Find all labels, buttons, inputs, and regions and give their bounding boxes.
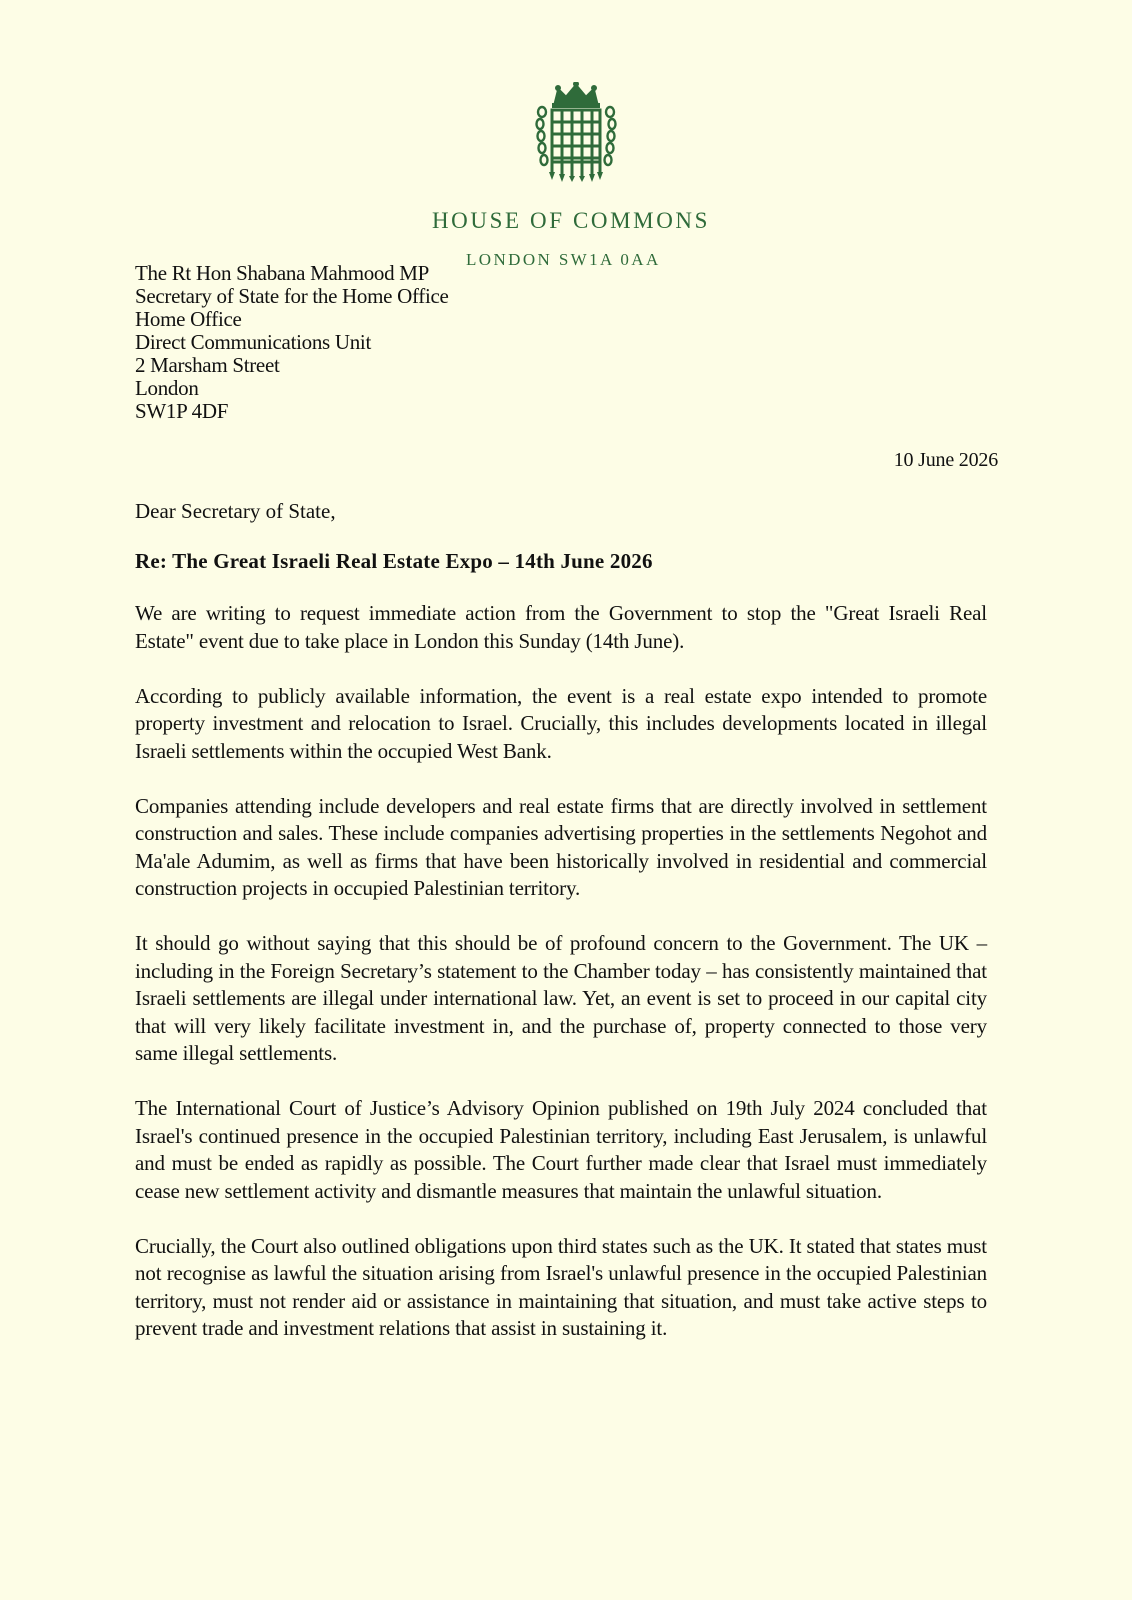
letter-date: 10 June 2026 bbox=[893, 449, 998, 471]
recipient-unit: Direct Communications Unit bbox=[135, 330, 371, 354]
recipient-address-block bbox=[135, 262, 449, 423]
recipient-postcode: SW1P 4DF bbox=[135, 399, 229, 423]
recipient-street: 2 Marsham Street bbox=[135, 353, 280, 377]
body-paragraph: It should go without saying that this should be of profound concern to the Government. The UK – including in the Foreign Secretary’s statement to the Chamber today – has consistently maintained that Israeli settlements are illegal under international law. Yet, an event is set to proceed in our capital city that will very likely facilitate investment in, and the purchase of, property connected to those very same illegal settlements. bbox=[135, 931, 987, 1065]
letterhead-address: LONDON SW1A 0AA bbox=[466, 250, 661, 269]
subject-line: Re: The Great Israeli Real Estate Expo – 14th June 2026 bbox=[135, 549, 653, 573]
salutation: Dear Secretary of State, bbox=[135, 499, 336, 523]
recipient-name: The Rt Hon Shabana Mahmood MP bbox=[135, 261, 430, 285]
body-paragraph: We are writing to request immediate action from the Government to stop the "Great Israeli Real Estate" event due to take place in London this Sunday (14th June). bbox=[135, 601, 987, 653]
body-paragraph: According to publicly available information, the event is a real estate expo intended to promote property investment and relocation to Israel. Crucially, this includes developments located in illegal Israeli settlements within the occupied West Bank. bbox=[135, 683, 987, 763]
letter-body bbox=[135, 600, 987, 1370]
portcullis-crest-icon bbox=[532, 82, 620, 182]
body-paragraph: The International Court of Justice’s Advisory Opinion published on 19th July 2024 concluded that Israel's continued presence in the occupied Palestinian territory, including East Jerusalem, is unlawful and must be ended as rapidly as possible. The Court further made clear that Israel must immediately cease new settlement activity and dismantle measures that maintain the unlawful situation. bbox=[135, 1096, 987, 1203]
body-paragraph: Crucially, the Court also outlined obligations upon third states such as the UK. It stated that states must not recognise as lawful the situation arising from Israel's unlawful presence in the occupied Palestinian territory, must not render aid or assistance in maintaining that situation, and must take active steps to prevent trade and investment relations that assist in sustaining it. bbox=[135, 1233, 987, 1340]
letterhead-title: HOUSE OF COMMONS bbox=[431, 208, 711, 233]
body-paragraph: Companies attending include developers and real estate firms that are directly involved in settlement construction and sales. These include companies advertising properties in the settlements Negohot and Ma'ale Adumim, as well as firms that have been historically involved in residential and commercial construction projects in occupied Palestinian territory. bbox=[135, 793, 987, 900]
recipient-city: London bbox=[135, 376, 199, 400]
recipient-title: Secretary of State for the Home Office bbox=[135, 284, 449, 308]
recipient-department: Home Office bbox=[135, 307, 242, 331]
